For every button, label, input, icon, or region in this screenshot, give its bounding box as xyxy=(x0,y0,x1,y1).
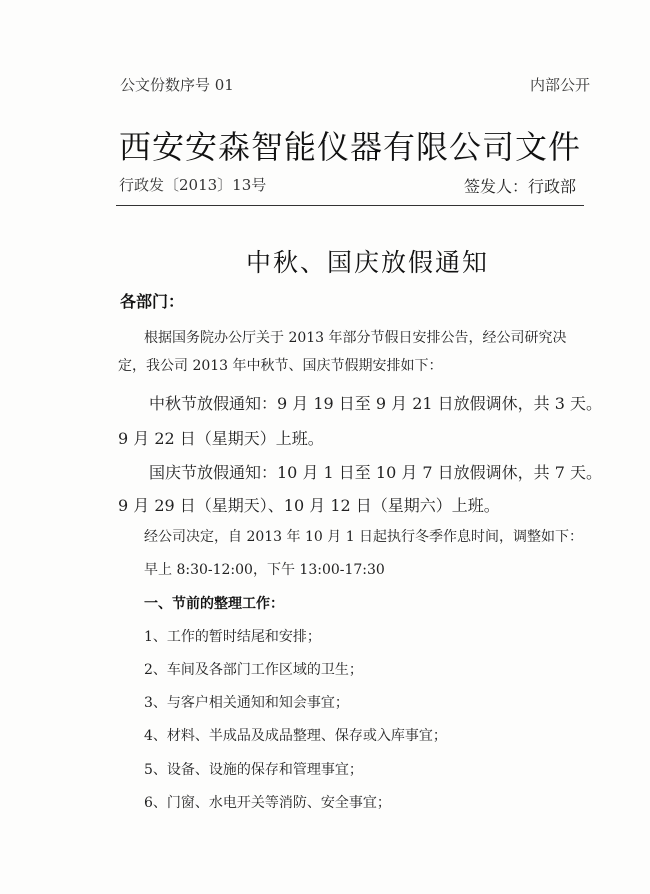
list-item: 1、工作的暂时结尾和安排； xyxy=(144,629,321,645)
company-document-title: 西安安森智能仪器有限公司文件 xyxy=(119,128,582,166)
confidentiality-label: 内部公开 xyxy=(530,76,591,94)
national-day-holiday-line: 国庆节放假通知：10 月 1 日至 10 月 7 日放假调休，共 7 天。 xyxy=(149,463,603,482)
list-item: 4、材料、半成品及成品整理、保存或入库事宜； xyxy=(144,728,447,744)
working-hours-line: 早上 8:30-12:00，下午 13:00-17:30 xyxy=(144,562,385,578)
list-item: 3、与客户相关通知和知会事宜； xyxy=(144,695,349,711)
recipient-line: 各部门： xyxy=(120,292,185,311)
issuer: 签发人：行政部 xyxy=(464,177,577,196)
list-item: 6、门窗、水电开关等消防、安全事宜； xyxy=(144,795,391,811)
section-heading: 一、节前的整理工作： xyxy=(144,596,284,612)
list-item: 2、车间及各部门工作区域的卫生； xyxy=(144,662,363,678)
document-serial-number: 公文份数序号 01 xyxy=(120,76,234,94)
body-line: 定，我公司 2013 年中秋节、国庆节假期安排如下： xyxy=(118,358,443,374)
mid-autumn-holiday-line: 中秋节放假通知：9 月 19 日至 9 月 21 日放假调休，共 3 天。 xyxy=(149,394,603,413)
winter-schedule-line: 经公司决定，自 2013 年 10 月 1 日起执行冬季作息时间，调整如下： xyxy=(144,529,584,545)
document-number: 行政发〔2013〕13号 xyxy=(119,176,267,194)
header-divider xyxy=(116,205,584,206)
notice-title: 中秋、国庆放假通知 xyxy=(246,248,490,277)
national-day-workday-line: 9 月 29 日（星期天）、10 月 12 日（星期六）上班。 xyxy=(118,496,500,515)
mid-autumn-workday-line: 9 月 22 日（星期天）上班。 xyxy=(118,429,324,448)
body-line: 根据国务院办公厅关于 2013 年部分节假日安排公告，经公司研究决 xyxy=(144,330,567,346)
list-item: 5、设备、设施的保存和管理事宜； xyxy=(144,762,363,778)
